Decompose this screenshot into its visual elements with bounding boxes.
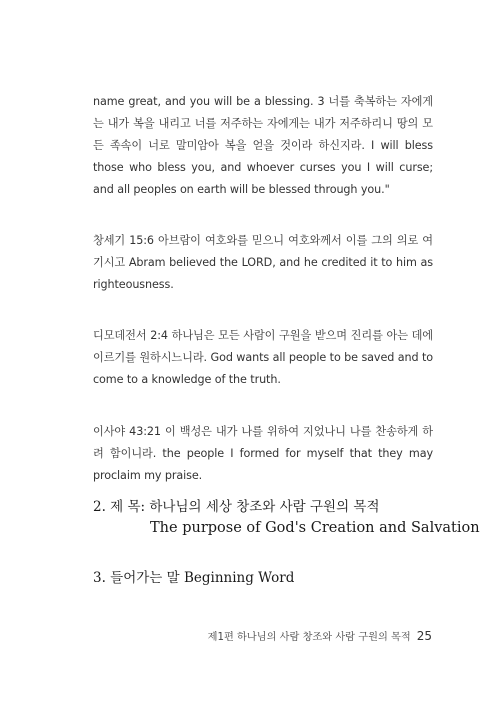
paragraph-isaiah-43-21: 이사야 43:21 이 백성은 내가 나를 위하여 지었나니 나를 찬송하게 하려 함이니라. the people I formed for myself that they may proclaim my praise. (93, 425, 433, 482)
running-title: 제1편 하나님의 사람 창조와 사람 구원의 목적 (207, 632, 411, 643)
section-2-subtitle: The purpose of God's Creation and Salvation (150, 520, 480, 536)
section-2-title: 2. 제 목: 하나님의 세상 창조와 사람 구원의 목적 (93, 499, 380, 515)
paragraph-1-timothy-2-4: 디모데전서 2:4 하나님은 모든 사람이 구원을 받으며 진리를 아는 데에 이르기를 원하시느니라. God wants all people to be saved and to come to a knowledge of the truth. (93, 329, 433, 386)
page-footer (208, 628, 432, 643)
page-number: 25 (416, 629, 432, 643)
paragraph-blessing: name great, and you will be a blessing. 3 너를 축복하는 자에게는 내가 복을 내리고 너를 저주하는 자에게는 내가 저주하리니 땅의 모든 족속이 너로 말미암아 복을 얻을 것이라 하신지라. I will bless those who bless you, and whoever curses you I will curse; and all peoples on earth will be blessed through you." (93, 95, 433, 196)
section-3-title: 3. 들어가는 말 Beginning Word (93, 570, 295, 586)
paragraph-genesis-15-6: 창세기 15:6 아브람이 여호와를 믿으니 여호와께서 이를 그의 의로 여기시고 Abram believed the LORD, and he credited it to him as righteousness. (93, 234, 433, 291)
